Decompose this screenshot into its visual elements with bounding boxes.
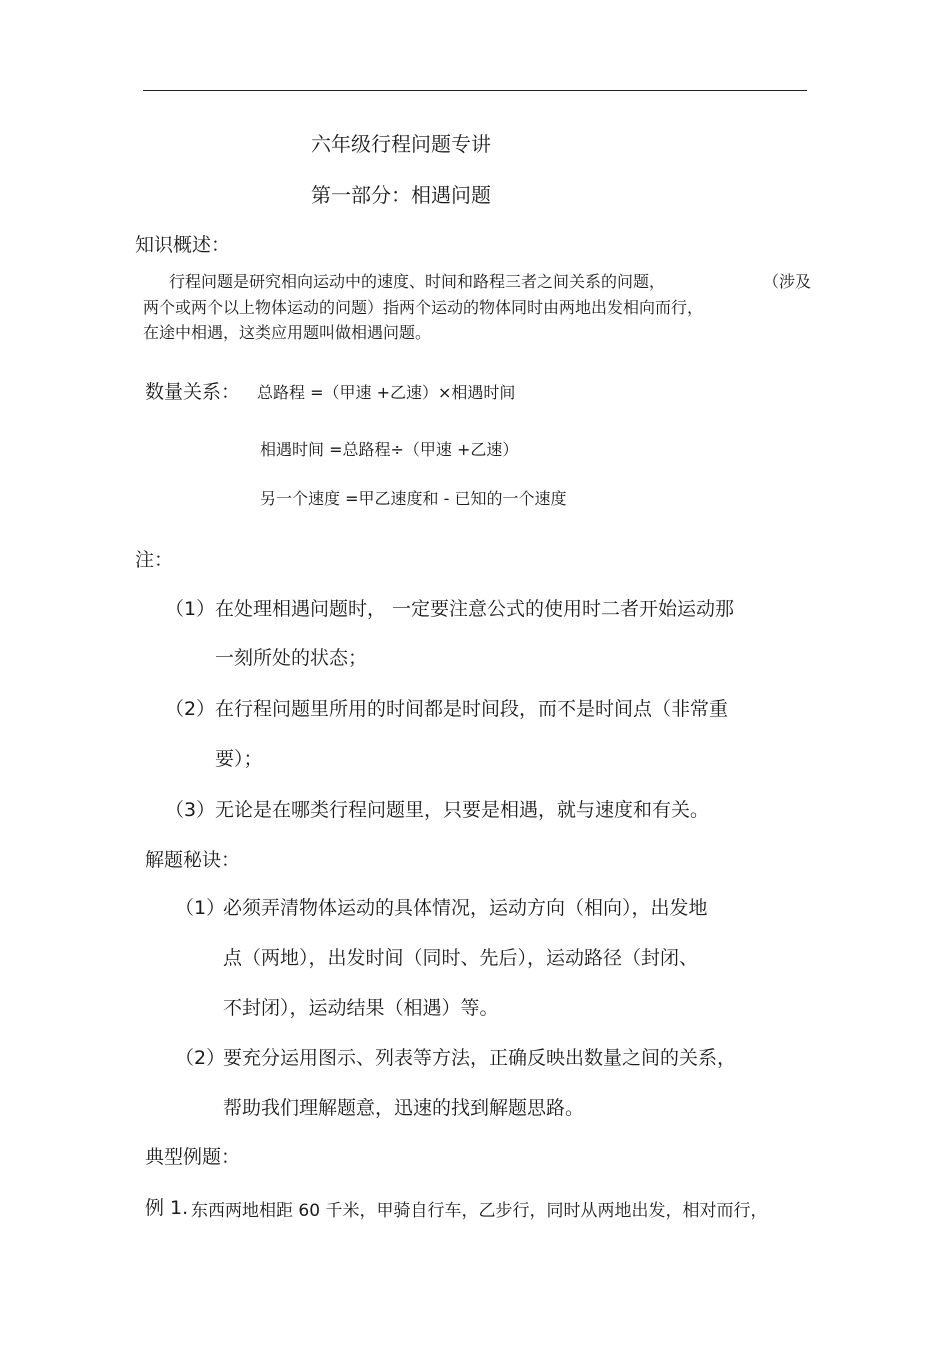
tip-1-line-2: 点（两地），出发时间（同时、先后），运动路径（封闭、 <box>223 947 699 969</box>
tip-2-number: （2） <box>175 1047 226 1069</box>
overview-line-3: 在途中相遇，这类应用题叫做相遇问题。 <box>143 323 432 342</box>
page-title: 六年级行程问题专讲 <box>311 132 491 156</box>
formula-other-speed: 另一个速度 =甲乙速度和 - 已知的一个速度 <box>260 489 567 508</box>
example-1-text: 东西两地相距 60 千米，甲骑自行车，乙步行，同时从两地出发，相对而行， <box>191 1201 768 1221</box>
tip-2-line-2: 帮助我们理解题意，迅速的找到解题思路。 <box>223 1097 585 1119</box>
note-3-line-1: 无论是在哪类行程问题里，只要是相遇，就与速度和有关。 <box>215 799 710 821</box>
note-1-line-1: 在处理相遇问题时， 一定要注意公式的使用时二者开始运动那 <box>215 598 735 620</box>
formula-total-distance: 总路程 =（甲速 +乙速）×相遇时间 <box>257 383 516 402</box>
note-3-number: （3） <box>165 799 216 821</box>
example-1-label: 例 1. <box>145 1197 189 1219</box>
top-rule <box>143 90 807 91</box>
examples-heading: 典型例题： <box>145 1146 241 1168</box>
tip-1-line-1: 必须弄清物体运动的具体情况，运动方向（相向），出发地 <box>223 897 708 919</box>
note-2-line-1: 在行程问题里所用的时间都是时间段，而不是时间点（非常重 <box>215 698 729 720</box>
relations-heading: 数量关系： <box>145 381 241 403</box>
formula-meeting-time: 相遇时间 =总路程÷（甲速 +乙速） <box>260 440 519 459</box>
note-1-line-2: 一刻所处的状态； <box>215 647 368 669</box>
overview-line-1: 行程问题是研究相向运动中的速度、时间和路程三者之间关系的问题， <box>169 272 666 291</box>
overview-line-2: 两个或两个以上物体运动的问题）指两个运动的物体同时由两地出发相向而行， <box>143 298 704 317</box>
section-subtitle: 第一部分：相遇问题 <box>311 183 491 207</box>
note-2-number: （2） <box>165 698 216 720</box>
tip-1-number: （1） <box>175 897 226 919</box>
note-2-line-2: 要）； <box>215 748 263 770</box>
tip-1-line-3: 不封闭），运动结果（相遇）等。 <box>223 997 499 1019</box>
overview-line-1-tail: （涉及 <box>763 272 812 291</box>
tips-heading: 解题秘诀： <box>145 849 241 871</box>
note-1-number: （1） <box>165 598 216 620</box>
notes-heading: 注： <box>135 549 174 571</box>
overview-heading: 知识概述： <box>135 234 231 256</box>
tip-2-line-1: 要充分运用图示、列表等方法，正确反映出数量之间的关系， <box>223 1047 737 1069</box>
